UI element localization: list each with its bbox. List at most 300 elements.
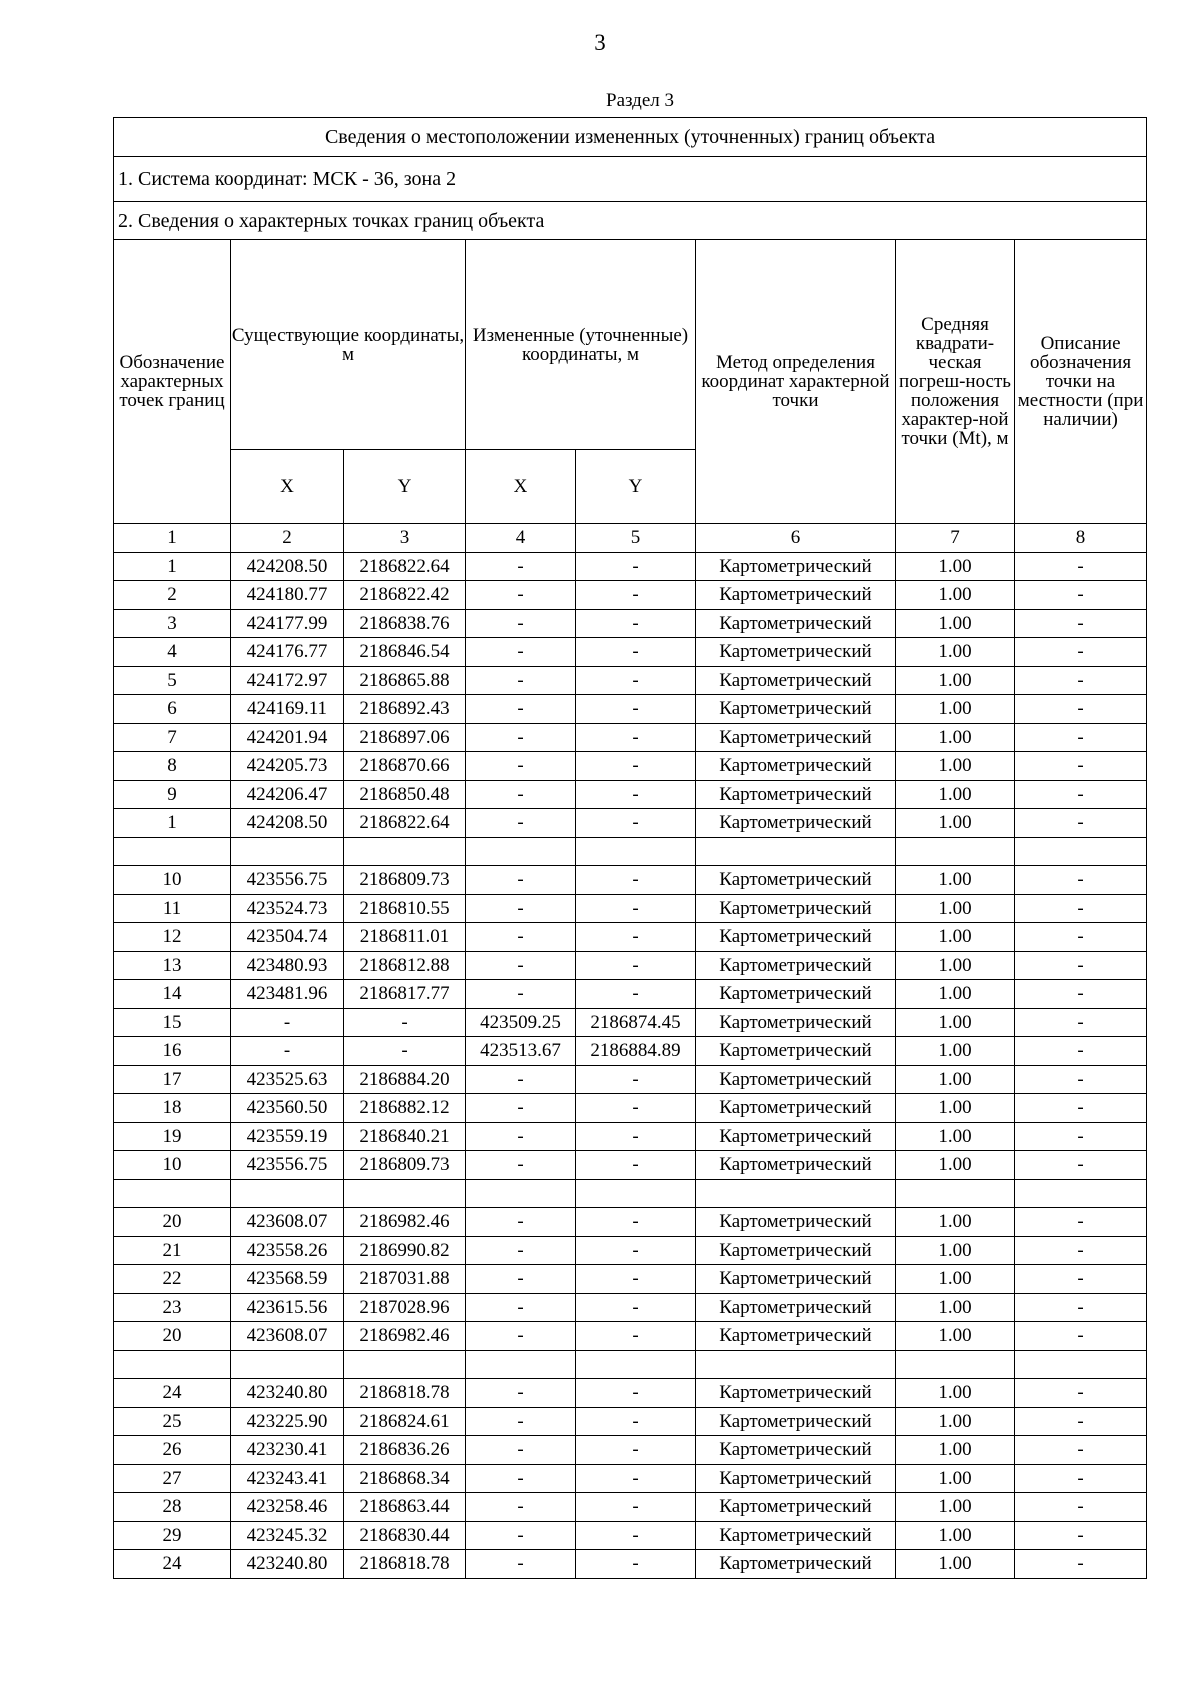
method-cell: Картометрический (696, 809, 896, 838)
existing-y-cell: 2186982.46 (344, 1208, 466, 1237)
point-number-cell: 1 (114, 809, 231, 838)
table-row (114, 780, 1147, 809)
changed-y-cell: 2186884.89 (576, 1037, 696, 1066)
method-cell: Картометрический (696, 1379, 896, 1408)
description-cell: - (1015, 1464, 1147, 1493)
description-cell: - (1015, 666, 1147, 695)
table-row (114, 980, 1147, 1009)
existing-y-cell: 2186830.44 (344, 1521, 466, 1550)
method-cell: Картометрический (696, 752, 896, 781)
point-number-cell: 25 (114, 1407, 231, 1436)
mean-error-cell: 1.00 (896, 638, 1015, 667)
existing-x-cell: 423481.96 (231, 980, 344, 1009)
changed-x-cell: - (466, 1293, 576, 1322)
mean-error-cell: 1.00 (896, 581, 1015, 610)
existing-x-cell: 423568.59 (231, 1265, 344, 1294)
description-cell: - (1015, 552, 1147, 581)
description-cell: - (1015, 581, 1147, 610)
existing-x-cell: 423558.26 (231, 1236, 344, 1265)
existing-y-cell: 2186838.76 (344, 609, 466, 638)
existing-y-cell: 2186897.06 (344, 723, 466, 752)
description-cell: - (1015, 1065, 1147, 1094)
table-row (114, 1008, 1147, 1037)
table-row (114, 923, 1147, 952)
changed-x-cell: - (466, 1407, 576, 1436)
existing-y-cell: 2186836.26 (344, 1436, 466, 1465)
method-cell: Картометрический (696, 581, 896, 610)
column-number: 3 (344, 524, 466, 553)
changed-y-cell: - (576, 1493, 696, 1522)
table-row (114, 866, 1147, 895)
existing-x-cell: 423240.80 (231, 1550, 344, 1579)
description-cell: - (1015, 1521, 1147, 1550)
existing-x-cell: 424169.11 (231, 695, 344, 724)
table-title: Сведения о местоположении измененных (уточненных) границ объекта (114, 118, 1147, 157)
existing-x-cell: 423230.41 (231, 1436, 344, 1465)
changed-x-cell: - (466, 1493, 576, 1522)
changed-y-cell: - (576, 1407, 696, 1436)
column-number: 1 (114, 524, 231, 553)
point-number-cell: 6 (114, 695, 231, 724)
method-cell: Картометрический (696, 1065, 896, 1094)
empty-cell (344, 1179, 466, 1208)
column-numbers-row (114, 524, 1147, 553)
existing-x-cell: 424208.50 (231, 552, 344, 581)
existing-x-cell: 424208.50 (231, 809, 344, 838)
mean-error-cell: 1.00 (896, 1322, 1015, 1351)
existing-y-cell: 2186846.54 (344, 638, 466, 667)
empty-cell (1015, 1179, 1147, 1208)
mean-error-cell: 1.00 (896, 1407, 1015, 1436)
point-number-cell: 26 (114, 1436, 231, 1465)
mean-error-cell: 1.00 (896, 780, 1015, 809)
existing-x-cell: 424172.97 (231, 666, 344, 695)
header-method: Метод определения координат характерной точки (696, 240, 896, 524)
changed-y-cell: - (576, 809, 696, 838)
mean-error-cell: 1.00 (896, 695, 1015, 724)
description-cell: - (1015, 695, 1147, 724)
point-number-cell: 27 (114, 1464, 231, 1493)
empty-cell (231, 837, 344, 866)
changed-x-cell: - (466, 552, 576, 581)
point-number-cell: 4 (114, 638, 231, 667)
empty-cell (466, 837, 576, 866)
header-y-changed: Y (576, 450, 696, 524)
existing-y-cell: 2187031.88 (344, 1265, 466, 1294)
existing-x-cell: 423504.74 (231, 923, 344, 952)
changed-y-cell: - (576, 552, 696, 581)
changed-x-cell: - (466, 609, 576, 638)
mean-error-cell: 1.00 (896, 666, 1015, 695)
method-cell: Картометрический (696, 1265, 896, 1294)
table-row (114, 1436, 1147, 1465)
description-cell: - (1015, 1094, 1147, 1123)
point-number-cell: 16 (114, 1037, 231, 1066)
description-cell: - (1015, 1293, 1147, 1322)
mean-error-cell: 1.00 (896, 866, 1015, 895)
existing-y-cell: 2186850.48 (344, 780, 466, 809)
point-number-cell: 17 (114, 1065, 231, 1094)
description-cell: - (1015, 1037, 1147, 1066)
changed-y-cell: - (576, 980, 696, 1009)
changed-x-cell: - (466, 695, 576, 724)
existing-x-cell: 424205.73 (231, 752, 344, 781)
description-cell: - (1015, 809, 1147, 838)
changed-x-cell: 423513.67 (466, 1037, 576, 1066)
table-row (114, 1265, 1147, 1294)
existing-y-cell: 2186817.77 (344, 980, 466, 1009)
changed-x-cell: - (466, 980, 576, 1009)
empty-cell (344, 837, 466, 866)
mean-error-cell: 1.00 (896, 552, 1015, 581)
existing-x-cell: 423556.75 (231, 866, 344, 895)
table-row (114, 1293, 1147, 1322)
mean-error-cell: 1.00 (896, 980, 1015, 1009)
boundary-points-table (113, 117, 1147, 1579)
empty-cell (576, 1350, 696, 1379)
mean-error-cell: 1.00 (896, 923, 1015, 952)
header-description: Описание обозначения точки на местности (при наличии) (1015, 240, 1147, 524)
method-cell: Картометрический (696, 1493, 896, 1522)
point-number-cell: 8 (114, 752, 231, 781)
point-number-cell: 29 (114, 1521, 231, 1550)
method-cell: Картометрический (696, 1151, 896, 1180)
changed-y-cell: - (576, 638, 696, 667)
mean-error-cell: 1.00 (896, 1464, 1015, 1493)
point-number-cell: 10 (114, 1151, 231, 1180)
existing-x-cell: 423559.19 (231, 1122, 344, 1151)
method-cell: Картометрический (696, 1550, 896, 1579)
method-cell: Картометрический (696, 894, 896, 923)
changed-y-cell: - (576, 1436, 696, 1465)
mean-error-cell: 1.00 (896, 1208, 1015, 1237)
point-number-cell: 3 (114, 609, 231, 638)
empty-cell (466, 1179, 576, 1208)
method-cell: Картометрический (696, 1464, 896, 1493)
description-cell: - (1015, 951, 1147, 980)
existing-y-cell: 2186812.88 (344, 951, 466, 980)
description-cell: - (1015, 1122, 1147, 1151)
mean-error-cell: 1.00 (896, 1379, 1015, 1408)
point-number-cell: 23 (114, 1293, 231, 1322)
existing-x-cell: 423524.73 (231, 894, 344, 923)
empty-cell (231, 1350, 344, 1379)
point-number-cell: 24 (114, 1550, 231, 1579)
changed-y-cell: 2186874.45 (576, 1008, 696, 1037)
existing-x-cell: - (231, 1008, 344, 1037)
changed-y-cell: - (576, 1322, 696, 1351)
existing-y-cell: 2186818.78 (344, 1379, 466, 1408)
mean-error-cell: 1.00 (896, 1293, 1015, 1322)
changed-y-cell: - (576, 1151, 696, 1180)
existing-x-cell: 423560.50 (231, 1094, 344, 1123)
description-cell: - (1015, 1208, 1147, 1237)
point-number-cell: 20 (114, 1208, 231, 1237)
changed-x-cell: - (466, 866, 576, 895)
description-cell: - (1015, 1236, 1147, 1265)
description-cell: - (1015, 1550, 1147, 1579)
changed-y-cell: - (576, 1521, 696, 1550)
point-number-cell: 15 (114, 1008, 231, 1037)
header-mean-error: Средняя квадрати-ческая погреш-ность положения характер-ной точки (Mt), м (896, 240, 1015, 524)
points-section-title: 2. Сведения о характерных точках границ объекта (114, 202, 1147, 240)
existing-y-cell: - (344, 1008, 466, 1037)
table-row (114, 951, 1147, 980)
method-cell: Картометрический (696, 1407, 896, 1436)
empty-cell (896, 1350, 1015, 1379)
column-number: 7 (896, 524, 1015, 553)
changed-x-cell: - (466, 1236, 576, 1265)
existing-y-cell: 2186865.88 (344, 666, 466, 695)
existing-x-cell: 424177.99 (231, 609, 344, 638)
empty-cell (114, 837, 231, 866)
header-x-existing: X (231, 450, 344, 524)
table-row (114, 552, 1147, 581)
changed-x-cell: - (466, 1379, 576, 1408)
existing-x-cell: 423245.32 (231, 1521, 344, 1550)
method-cell: Картометрический (696, 1322, 896, 1351)
mean-error-cell: 1.00 (896, 1265, 1015, 1294)
changed-y-cell: - (576, 894, 696, 923)
existing-y-cell: 2186990.82 (344, 1236, 466, 1265)
method-cell: Картометрический (696, 1037, 896, 1066)
existing-y-cell: 2186863.44 (344, 1493, 466, 1522)
description-cell: - (1015, 638, 1147, 667)
empty-cell (114, 1350, 231, 1379)
existing-y-cell: 2186870.66 (344, 752, 466, 781)
mean-error-cell: 1.00 (896, 809, 1015, 838)
existing-x-cell: - (231, 1037, 344, 1066)
existing-x-cell: 424176.77 (231, 638, 344, 667)
changed-x-cell: - (466, 923, 576, 952)
mean-error-cell: 1.00 (896, 1493, 1015, 1522)
changed-y-cell: - (576, 609, 696, 638)
existing-y-cell: 2186868.34 (344, 1464, 466, 1493)
method-cell: Картометрический (696, 1208, 896, 1237)
existing-x-cell: 423525.63 (231, 1065, 344, 1094)
changed-x-cell: - (466, 1322, 576, 1351)
changed-x-cell: - (466, 1265, 576, 1294)
table-row (114, 752, 1147, 781)
existing-x-cell: 424180.77 (231, 581, 344, 610)
table-row (114, 1037, 1147, 1066)
changed-x-cell: - (466, 1464, 576, 1493)
section-title: Раздел 3 (606, 90, 674, 111)
changed-x-cell: - (466, 894, 576, 923)
changed-x-cell: - (466, 1208, 576, 1237)
existing-x-cell: 424206.47 (231, 780, 344, 809)
existing-x-cell: 423615.56 (231, 1293, 344, 1322)
empty-cell (576, 837, 696, 866)
changed-y-cell: - (576, 1065, 696, 1094)
existing-y-cell: 2186892.43 (344, 695, 466, 724)
point-number-cell: 14 (114, 980, 231, 1009)
table-row (114, 1407, 1147, 1436)
description-cell: - (1015, 1493, 1147, 1522)
coordinate-system: 1. Система координат: МСК - 36, зона 2 (114, 157, 1147, 202)
mean-error-cell: 1.00 (896, 1008, 1015, 1037)
existing-x-cell: 423480.93 (231, 951, 344, 980)
description-cell: - (1015, 1379, 1147, 1408)
group-separator-row (114, 1350, 1147, 1379)
changed-y-cell: - (576, 1550, 696, 1579)
point-number-cell: 19 (114, 1122, 231, 1151)
existing-x-cell: 423556.75 (231, 1151, 344, 1180)
changed-y-cell: - (576, 866, 696, 895)
empty-cell (696, 837, 896, 866)
point-number-cell: 21 (114, 1236, 231, 1265)
table-row (114, 1065, 1147, 1094)
existing-x-cell: 423240.80 (231, 1379, 344, 1408)
empty-cell (1015, 837, 1147, 866)
existing-y-cell: 2187028.96 (344, 1293, 466, 1322)
table-row (114, 1122, 1147, 1151)
existing-y-cell: 2186809.73 (344, 866, 466, 895)
changed-x-cell: - (466, 1094, 576, 1123)
header-point-designation: Обозначение характерных точек границ (114, 240, 231, 524)
table-row (114, 1208, 1147, 1237)
point-number-cell: 18 (114, 1094, 231, 1123)
table-row (114, 1236, 1147, 1265)
method-cell: Картометрический (696, 1122, 896, 1151)
point-number-cell: 13 (114, 951, 231, 980)
group-separator-row (114, 837, 1147, 866)
changed-y-cell: - (576, 1208, 696, 1237)
table-row (114, 1521, 1147, 1550)
changed-y-cell: - (576, 1379, 696, 1408)
point-number-cell: 24 (114, 1379, 231, 1408)
point-number-cell: 11 (114, 894, 231, 923)
method-cell: Картометрический (696, 1008, 896, 1037)
point-number-cell: 1 (114, 552, 231, 581)
column-number: 8 (1015, 524, 1147, 553)
changed-y-cell: - (576, 666, 696, 695)
existing-y-cell: 2186809.73 (344, 1151, 466, 1180)
mean-error-cell: 1.00 (896, 1436, 1015, 1465)
point-number-cell: 5 (114, 666, 231, 695)
existing-x-cell: 423243.41 (231, 1464, 344, 1493)
method-cell: Картометрический (696, 666, 896, 695)
method-cell: Картометрический (696, 1293, 896, 1322)
table-row (114, 1464, 1147, 1493)
mean-error-cell: 1.00 (896, 723, 1015, 752)
mean-error-cell: 1.00 (896, 951, 1015, 980)
method-cell: Картометрический (696, 609, 896, 638)
changed-x-cell: - (466, 638, 576, 667)
changed-y-cell: - (576, 1265, 696, 1294)
empty-cell (896, 837, 1015, 866)
empty-cell (231, 1179, 344, 1208)
mean-error-cell: 1.00 (896, 609, 1015, 638)
method-cell: Картометрический (696, 1436, 896, 1465)
changed-y-cell: - (576, 923, 696, 952)
changed-y-cell: - (576, 1464, 696, 1493)
column-number: 6 (696, 524, 896, 553)
description-cell: - (1015, 1008, 1147, 1037)
empty-cell (576, 1179, 696, 1208)
table-row (114, 609, 1147, 638)
changed-y-cell: - (576, 780, 696, 809)
empty-cell (696, 1350, 896, 1379)
changed-y-cell: - (576, 1094, 696, 1123)
column-number: 4 (466, 524, 576, 553)
table-row (114, 1322, 1147, 1351)
existing-x-cell: 423258.46 (231, 1493, 344, 1522)
changed-x-cell: - (466, 752, 576, 781)
description-cell: - (1015, 1436, 1147, 1465)
existing-y-cell: 2186822.64 (344, 809, 466, 838)
table-row (114, 695, 1147, 724)
changed-y-cell: - (576, 1122, 696, 1151)
method-cell: Картометрический (696, 723, 896, 752)
method-cell: Картометрический (696, 638, 896, 667)
existing-y-cell: 2186884.20 (344, 1065, 466, 1094)
changed-x-cell: - (466, 581, 576, 610)
changed-y-cell: - (576, 581, 696, 610)
existing-y-cell: 2186818.78 (344, 1550, 466, 1579)
empty-cell (114, 1179, 231, 1208)
mean-error-cell: 1.00 (896, 1550, 1015, 1579)
empty-cell (1015, 1350, 1147, 1379)
existing-y-cell: 2186822.64 (344, 552, 466, 581)
method-cell: Картометрический (696, 866, 896, 895)
changed-x-cell: - (466, 1550, 576, 1579)
description-cell: - (1015, 980, 1147, 1009)
point-number-cell: 9 (114, 780, 231, 809)
table-row (114, 1493, 1147, 1522)
empty-cell (696, 1179, 896, 1208)
method-cell: Картометрический (696, 1521, 896, 1550)
method-cell: Картометрический (696, 1094, 896, 1123)
existing-y-cell: - (344, 1037, 466, 1066)
empty-cell (466, 1350, 576, 1379)
header-existing-coordinates: Существующие координаты, м (231, 240, 466, 450)
changed-x-cell: - (466, 1436, 576, 1465)
method-cell: Картометрический (696, 951, 896, 980)
table-row (114, 581, 1147, 610)
mean-error-cell: 1.00 (896, 1521, 1015, 1550)
method-cell: Картометрический (696, 980, 896, 1009)
changed-x-cell: - (466, 723, 576, 752)
mean-error-cell: 1.00 (896, 1065, 1015, 1094)
description-cell: - (1015, 609, 1147, 638)
empty-cell (896, 1179, 1015, 1208)
description-cell: - (1015, 752, 1147, 781)
existing-x-cell: 423608.07 (231, 1322, 344, 1351)
point-number-cell: 20 (114, 1322, 231, 1351)
point-number-cell: 22 (114, 1265, 231, 1294)
changed-x-cell: - (466, 666, 576, 695)
point-number-cell: 10 (114, 866, 231, 895)
mean-error-cell: 1.00 (896, 1122, 1015, 1151)
point-number-cell: 7 (114, 723, 231, 752)
existing-x-cell: 424201.94 (231, 723, 344, 752)
column-number: 5 (576, 524, 696, 553)
existing-y-cell: 2186840.21 (344, 1122, 466, 1151)
changed-y-cell: - (576, 951, 696, 980)
description-cell: - (1015, 1265, 1147, 1294)
description-cell: - (1015, 723, 1147, 752)
table-row (114, 1379, 1147, 1408)
method-cell: Картометрический (696, 1236, 896, 1265)
existing-y-cell: 2186824.61 (344, 1407, 466, 1436)
mean-error-cell: 1.00 (896, 752, 1015, 781)
point-number-cell: 12 (114, 923, 231, 952)
table-row (114, 1094, 1147, 1123)
header-changed-coordinates: Измененные (уточненные) координаты, м (466, 240, 696, 450)
empty-cell (344, 1350, 466, 1379)
changed-y-cell: - (576, 752, 696, 781)
